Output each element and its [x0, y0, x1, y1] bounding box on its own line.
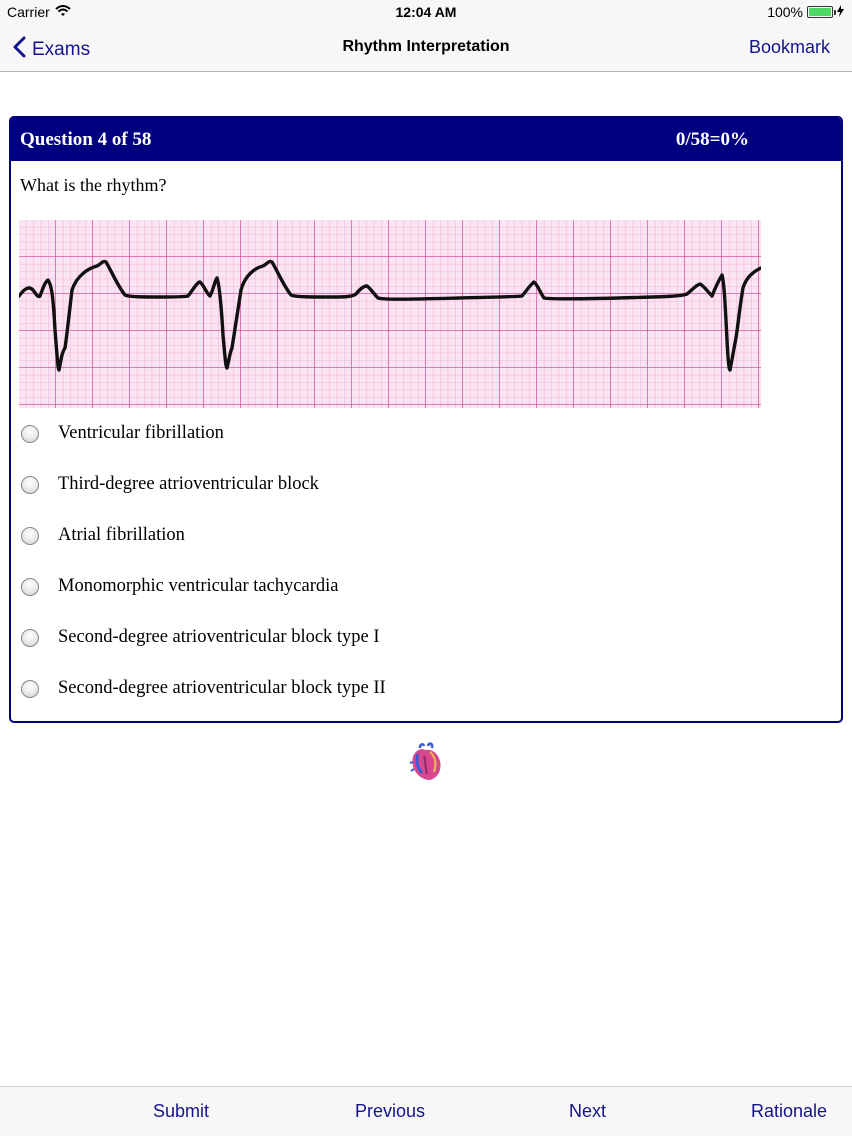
answer-option-label: Atrial fibrillation [58, 525, 185, 545]
previous-button[interactable]: Previous [355, 1101, 426, 1121]
radio-button[interactable] [21, 425, 39, 443]
answer-option[interactable] [21, 561, 831, 612]
radio-button[interactable] [21, 629, 39, 647]
answer-option[interactable] [21, 612, 831, 663]
answer-option[interactable] [21, 408, 831, 459]
answer-option-label: Ventricular fibrillation [58, 423, 224, 443]
chevron-left-icon [12, 36, 26, 64]
next-button[interactable]: Next [569, 1101, 607, 1121]
radio-button[interactable] [21, 476, 39, 494]
ecg-strip-image [19, 220, 761, 408]
status-time: 12:04 AM [395, 4, 457, 20]
battery-percent: 100% [767, 4, 803, 20]
back-button-label: Exams [32, 39, 91, 60]
page-title: Rhythm Interpretation [342, 38, 510, 55]
bottom-toolbar [0, 1086, 852, 1136]
question-number: Question 4 of 58 [20, 129, 152, 150]
question-prompt: What is the rhythm? [20, 175, 167, 195]
answer-option-label: Second-degree atrioventricular block type I [58, 627, 380, 647]
score-label: 0/58=0% [675, 129, 749, 150]
heart-icon [408, 742, 444, 782]
rationale-button[interactable]: Rationale [751, 1101, 828, 1121]
answer-option-label: Third-degree atrioventricular block [58, 474, 319, 494]
charging-bolt-icon [837, 4, 844, 20]
status-bar [0, 0, 852, 24]
status-right [767, 4, 844, 20]
answer-option[interactable] [21, 663, 831, 714]
answer-option-label: Second-degree atrioventricular block type II [58, 678, 386, 698]
radio-button[interactable] [21, 578, 39, 596]
answer-option[interactable] [21, 459, 831, 510]
answer-option[interactable] [21, 510, 831, 561]
submit-button[interactable]: Submit [153, 1101, 210, 1121]
answer-options [21, 408, 831, 714]
battery-icon [807, 6, 833, 18]
carrier-label: Carrier [7, 4, 50, 20]
navigation-bar [0, 24, 852, 72]
back-button[interactable] [12, 36, 90, 64]
answer-option-label: Monomorphic ventricular tachycardia [58, 576, 339, 596]
radio-button[interactable] [21, 527, 39, 545]
question-card [9, 116, 843, 723]
bookmark-button[interactable]: Bookmark [748, 37, 830, 57]
question-header [11, 118, 841, 161]
radio-button[interactable] [21, 680, 39, 698]
